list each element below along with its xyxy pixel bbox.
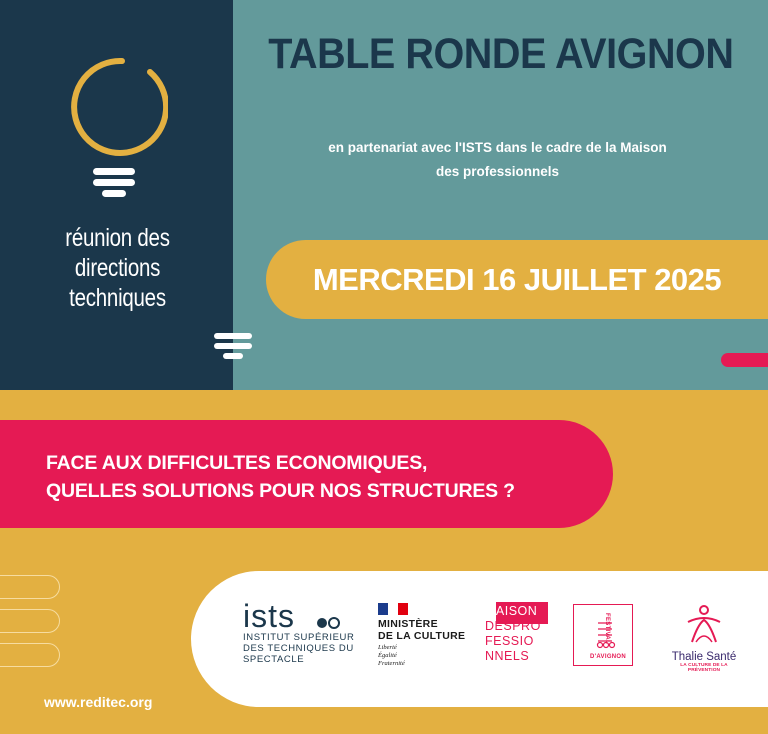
partnership-line: des professionnels	[435, 164, 560, 179]
thalie-sante-logo	[664, 604, 744, 673]
ists-caption: INSTITUT SUPÉRIEUR	[243, 632, 355, 643]
maison-des-professionnels-logo	[485, 602, 549, 666]
maison-line: MAISON	[485, 604, 538, 618]
festival-keys-icon	[594, 619, 616, 649]
thalie-tagline: LA CULTURE DE LA PRÉVENTION	[680, 663, 728, 673]
event-date: MERCREDI 16 JUILLET 2025	[312, 262, 722, 297]
date-banner	[266, 240, 768, 319]
motto-line: Égalité	[378, 652, 397, 659]
ministere-name	[378, 618, 465, 642]
ministere-culture-logo	[378, 603, 465, 668]
brand-line: réunion des	[65, 224, 170, 252]
question-line: FACE AUX DIFFICULTES ECONOMIQUES,	[46, 452, 428, 474]
ists-logo	[243, 600, 354, 665]
ministere-line: MINISTÈRE	[378, 618, 438, 630]
festival-avignon-logo	[573, 604, 633, 666]
ists-caption: DES TECHNIQUES DU	[243, 643, 354, 654]
brand-name	[38, 223, 198, 313]
ists-wordmark: ists	[243, 598, 295, 634]
maison-line: NNELS	[485, 649, 530, 663]
ministere-motto	[378, 644, 465, 668]
website-link[interactable]: www.reditec.org	[44, 694, 153, 710]
partnership-line: en partenariat avec l'ISTS dans le cadre de la Maison	[328, 140, 667, 155]
decorative-pill	[0, 609, 60, 633]
lightbulb-ring-icon	[58, 52, 168, 164]
brand-line: directions	[74, 254, 161, 282]
question-text	[46, 449, 515, 505]
ists-dots-icon	[316, 616, 342, 630]
partnership-text	[305, 136, 690, 184]
french-flag-icon	[378, 603, 408, 615]
brand-line: techniques	[69, 284, 166, 312]
ists-caption: SPECTACLE	[243, 654, 305, 665]
event-title: TABLE RONDE AVIGNON	[267, 30, 734, 78]
decorative-pill	[0, 575, 60, 599]
festival-label: FESTIVAL	[604, 613, 610, 644]
ministere-line: DE LA CULTURE	[378, 630, 466, 642]
thalie-figure-icon	[684, 604, 724, 644]
decorative-dash	[721, 353, 768, 367]
question-line: QUELLES SOLUTIONS POUR NOS STRUCTURES ?	[46, 480, 515, 502]
motto-line: Liberté	[378, 644, 397, 651]
maison-line: DESPRO	[485, 619, 541, 633]
thalie-name: Thalie Santé	[671, 651, 737, 663]
festival-city: D'AVIGNON	[590, 654, 627, 660]
motto-line: Fraternité	[378, 660, 405, 667]
maison-line: FESSIO	[485, 634, 534, 648]
decorative-pill	[0, 643, 60, 667]
